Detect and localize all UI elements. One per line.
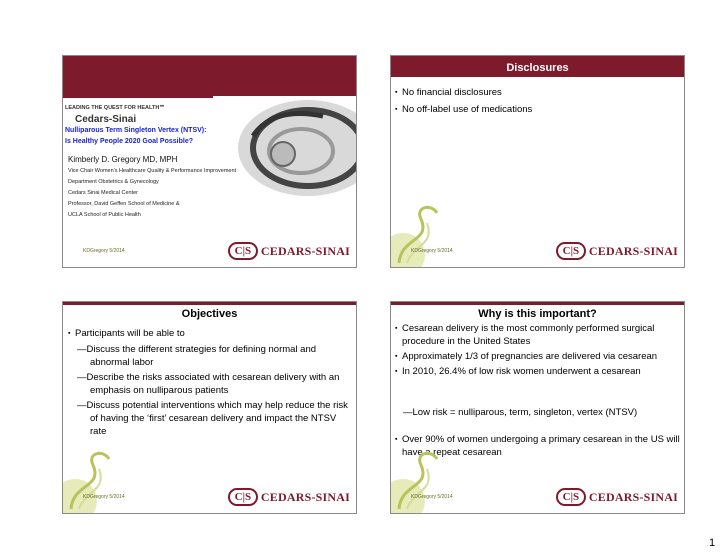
logo-wordmark: CEDARS-SINAI xyxy=(588,243,678,258)
slide-title: Why is this important? xyxy=(391,302,684,324)
logo-mark-icon: C|S xyxy=(228,488,258,506)
logo-wordmark: CEDARS-SINAI xyxy=(588,489,678,504)
importance-list xyxy=(395,322,683,378)
slide-title xyxy=(62,55,357,268)
title-accent-bar xyxy=(391,302,684,305)
cedars-sinai-logo xyxy=(556,488,678,506)
list-item: ▪ No financial disclosures xyxy=(395,86,532,99)
logo-wordmark: CEDARS-SINAI xyxy=(260,243,350,258)
subitem: —Describe the risks associated with cesarean delivery with an emphasis on nulliparous patients xyxy=(77,372,340,396)
footer-author-date: KDGregory 5/2014 xyxy=(411,248,453,254)
slide-title: Objectives xyxy=(63,302,356,324)
subitem: —Discuss potential interventions which may help reduce the risk of having the ‘first’ cesarean delivery and impact the NTSV rate xyxy=(77,400,348,437)
slide-footer xyxy=(63,481,356,513)
logo-mark-icon: C|S xyxy=(556,488,586,506)
list-item: ▪ In 2010, 26.4% of low risk women underwent a cesarean xyxy=(395,365,683,378)
speaker-school: UCLA School of Public Health xyxy=(68,212,141,218)
page-number: 1 xyxy=(709,537,716,549)
slide-objectives xyxy=(62,301,357,514)
list-item: ▪ No off-label use of medications xyxy=(395,103,532,116)
cedars-sinai-logo xyxy=(228,488,350,506)
slide-importance xyxy=(390,301,685,514)
objective-subitems xyxy=(68,343,353,438)
stethoscope-image xyxy=(213,96,357,196)
list-item: ▪ Cesarean delivery is the most commonly performed surgical procedure in the United States xyxy=(395,322,683,348)
footer-author-date: KDGregory 5/2014 xyxy=(83,494,125,500)
brand-name: Cedars-Sinai xyxy=(75,114,137,125)
list-item: ▪ Participants will be able to xyxy=(68,327,353,340)
speaker-professorship: Professor, David Geffen School of Medicine & xyxy=(68,201,180,207)
speaker-name: Kimberly D. Gregory MD, MPH xyxy=(68,155,178,164)
slide-footer xyxy=(63,235,356,267)
presentation-title-line-2: Is Healthy People 2020 Goal Possible? xyxy=(65,138,193,145)
slide-disclosures xyxy=(390,55,685,268)
subitem: —Low risk = nulliparous, term, singleton, vertex (NTSV) xyxy=(403,407,638,418)
cedars-sinai-logo xyxy=(556,242,678,260)
speaker-role: Vice Chair Women's Healthcare Quality & Performance Improvement xyxy=(68,168,237,174)
disclosure-list xyxy=(395,86,532,116)
speaker-department: Department Obstetrics & Gynecology xyxy=(68,179,159,185)
slide-title: Disclosures xyxy=(391,56,684,77)
slide-footer xyxy=(391,481,684,513)
cedars-sinai-logo xyxy=(228,242,350,260)
footer-author-date: KDGregory 5/2014 xyxy=(83,248,125,254)
subitem: —Discuss the different strategies for defining normal and abnormal labor xyxy=(77,344,317,368)
list-item: ▪ Approximately 1/3 of pregnancies are delivered via cesarean xyxy=(395,350,683,363)
speaker-institution: Cedars Sinai Medical Center xyxy=(68,190,139,196)
logo-wordmark: CEDARS-SINAI xyxy=(260,489,350,504)
slide-footer xyxy=(391,235,684,267)
logo-mark-icon: C|S xyxy=(228,242,258,260)
tagline: LEADING THE QUEST FOR HEALTH℠ xyxy=(65,105,165,111)
presentation-title-line-1: Nulliparous Term Singleton Vertex (NTSV): xyxy=(65,127,207,134)
footer-author-date: KDGregory 5/2014 xyxy=(411,494,453,500)
list-item: ▪ Over 90% of women undergoing a primary cesarean in the US will have a repeat cesarean xyxy=(395,433,683,459)
title-accent-bar xyxy=(63,302,356,305)
objectives-list xyxy=(68,327,353,340)
title-header-bar xyxy=(63,56,356,98)
logo-mark-icon: C|S xyxy=(556,242,586,260)
